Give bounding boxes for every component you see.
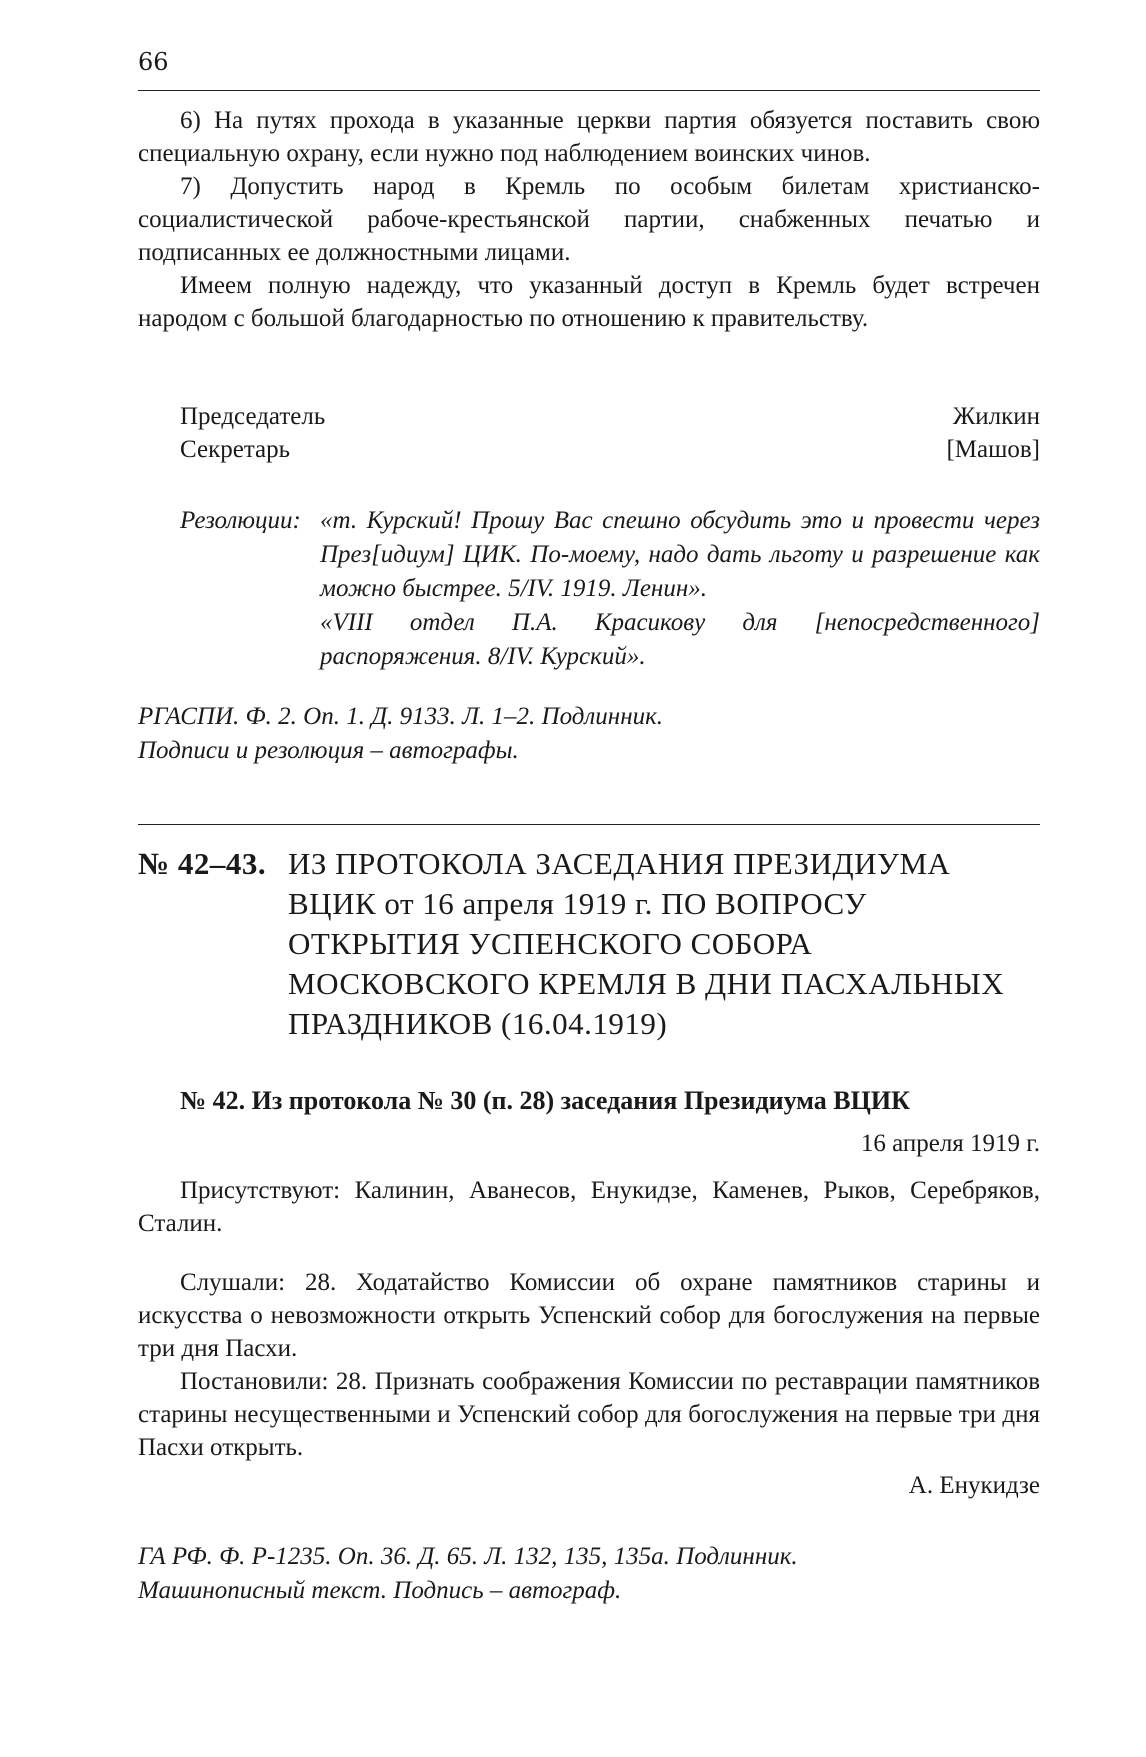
section-rule xyxy=(138,824,1040,825)
source-line: Машинописный текст. Подпись – автограф. xyxy=(138,1577,622,1604)
paragraph-7: 7) Допустить народ в Кремль по особым билетам христианско-социалистической рабоче-крестьянской партии, снабженных печатью и подписанных ее должностными лицами. xyxy=(138,173,1040,266)
heard-paragraph: Слушали: 28. Ходатайство Комиссии об охране памятников старины и искусства о невозможности открыть Успенский собор для богослужения на первые три дня Пасхи. xyxy=(138,1269,1040,1362)
archival-source-1 xyxy=(138,700,1040,768)
signer: А. Енукидзе xyxy=(908,1472,1040,1499)
source-line: Подписи и резолюция – автографы. xyxy=(138,737,519,764)
protocol-text xyxy=(138,1174,1040,1464)
signature-name: Жилкин xyxy=(952,403,1040,430)
decided-paragraph: Постановили: 28. Признать соображения Комиссии по реставрации памятников старины несущественными и Успенский собор для богослужения на первые три дня Пасхи открыть. xyxy=(138,1368,1040,1461)
signature-name: [Машов] xyxy=(946,436,1040,463)
document-title: ИЗ ПРОТОКОЛА ЗАСЕДАНИЯ ПРЕЗИДИУМА ВЦИК от 16 апреля 1919 г. ПО ВОПРОСУ ОТКРЫТИЯ УСПЕНСКОГО СОБОРА МОСКОВСКОГО КРЕМЛЯ В ДНИ ПАСХАЛЬНЫХ ПРАЗДНИКОВ (16.04.1919) xyxy=(288,846,1005,1041)
paragraph-6: 6) На путях прохода в указанные церкви партия обязуется поставить свою специальную охрану, если нужно под наблюдением воинских чинов. xyxy=(138,107,1040,167)
source-line: РГАСПИ. Ф. 2. Оп. 1. Д. 9133. Л. 1–2. Подлинник. xyxy=(138,703,664,730)
page-number: 66 xyxy=(138,48,169,76)
signature-role: Секретарь xyxy=(180,436,291,463)
resolutions-body xyxy=(320,504,1040,674)
resolution-lenin: «т. Курский! Прошу Вас спешно обсудить это и провести через През[идиум] ЦИК. По-моему, надо дать льготу и разрешение как можно быстрее. 5/IV. 1919. Ленин». xyxy=(320,507,1040,602)
subdocument-title: № 42. Из протокола № 30 (п. 28) заседания Президиума ВЦИК xyxy=(180,1086,910,1115)
signature-row xyxy=(180,400,1040,433)
signature-role: Председатель xyxy=(180,403,326,430)
resolution-kursky: «VIII отдел П.А. Красикову для [непосредственного] распоряжения. 8/IV. Курский». xyxy=(320,609,1040,670)
source-line: ГА РФ. Ф. Р-1235. Оп. 36. Д. 65. Л. 132, 135, 135а. Подлинник. xyxy=(138,1543,798,1570)
top-paragraphs xyxy=(138,104,1040,335)
document-number: № 42–43. xyxy=(138,846,267,881)
signature-block xyxy=(180,400,1040,466)
signature-row xyxy=(180,433,1040,466)
subdocument-date: 16 апреля 1919 г. xyxy=(860,1130,1040,1157)
present-paragraph: Присутствуют: Калинин, Аванесов, Енукидзе, Каменев, Рыков, Серебряков, Сталин. xyxy=(138,1177,1040,1237)
resolutions-label: Резолюции: xyxy=(180,507,301,534)
archival-source-2 xyxy=(138,1540,1040,1608)
paragraph-hope: Имеем полную надежду, что указанный доступ в Кремль будет встречен народом с большой благодарностью по отношению к правительству. xyxy=(138,272,1040,332)
resolutions xyxy=(180,504,1040,674)
document-heading xyxy=(138,844,1040,1044)
header-rule xyxy=(138,90,1040,91)
